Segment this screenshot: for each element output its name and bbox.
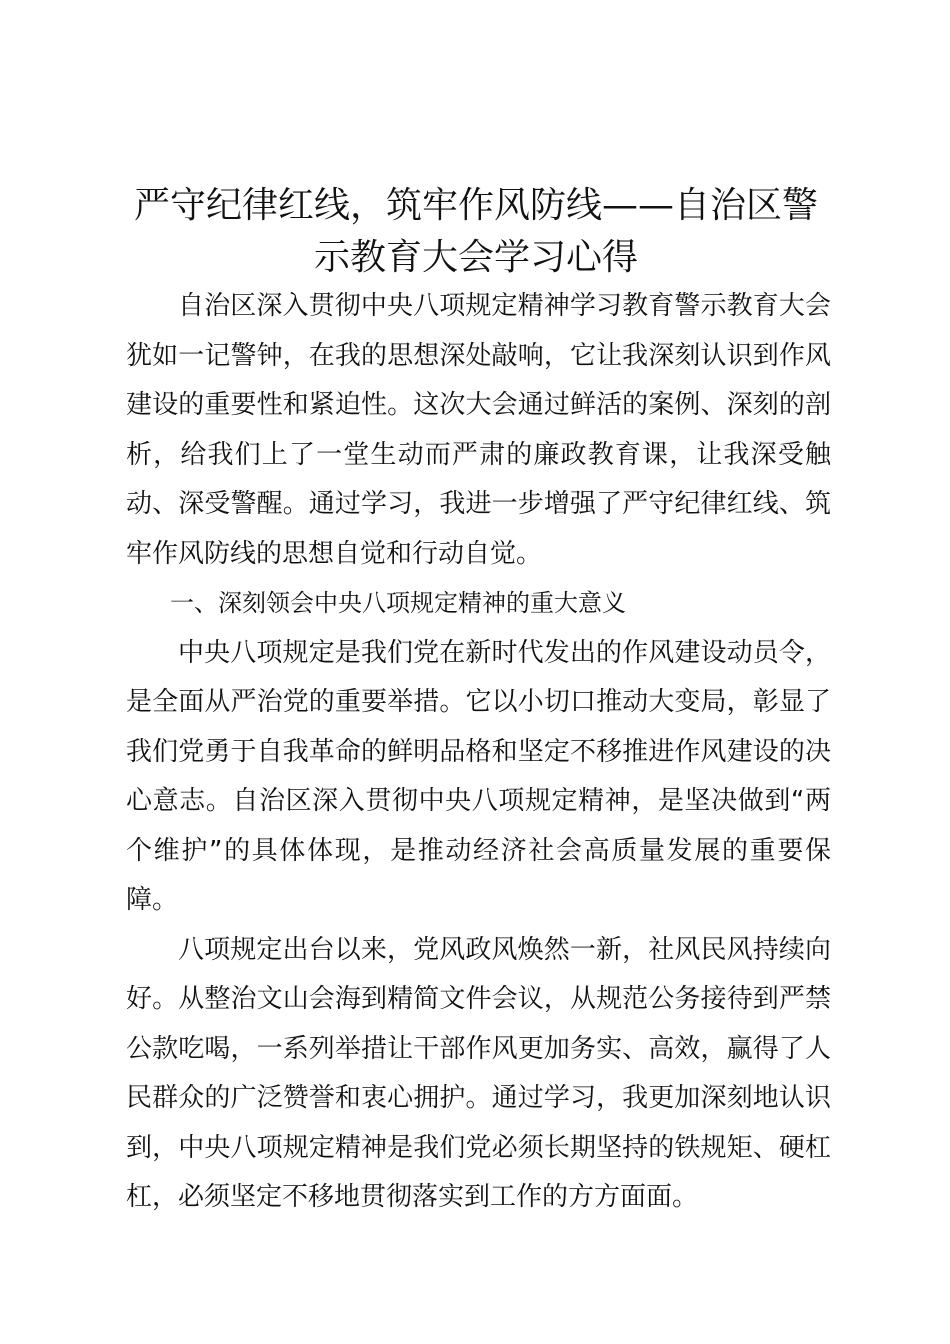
document-body xyxy=(126,282,831,1223)
section-heading-1: 一、深刻领会中央八项规定精神的重大意义 xyxy=(170,589,626,617)
title-line-2: 示教育大会学习心得 xyxy=(313,237,638,278)
paragraph-significance: 中央八项规定是我们党在新时代发出的作风建设动员令，是全面从严治党的重要举措。它以小切口推动大变局，彰显了我们党勇于自我革命的鲜明品格和坚定不移推进作风建设的决心意志。自治区深入贯彻中央八项规定精神，是坚决做到“两个维护”的具体体现，是推动经济社会高质量发展的重要保障。 xyxy=(126,637,831,915)
paragraph-achievements: 八项规定出台以来，党风政风焕然一新，社风民风持续向好。从整治文山会海到精简文件会议，从规范公务接待到严禁公款吃喝，一系列举措让干部作风更加务实、高效，赢得了人民群众的广泛赞誉和衷心拥护。通过学习，我更加深刻地认识到，中央八项规定精神是我们党必须长期坚持的铁规矩、硬杠杠，必须坚定不移地贯彻落实到工作的方方面面。 xyxy=(126,934,831,1212)
document-title xyxy=(126,180,826,284)
paragraph-intro: 自治区深入贯彻中央八项规定精神学习教育警示教育大会犹如一记警钟，在我的思想深处敲响，它让我深刻认识到作风建设的重要性和紧迫性。这次大会通过鲜活的案例、深刻的剖析，给我们上了一堂生动而严肃的廉政教育课，让我深受触动、深受警醒。通过学习，我进一步增强了严守纪律红线、筑牢作风防线的思想自觉和行动自觉。 xyxy=(126,291,831,569)
title-line-1: 严守纪律红线，筑牢作风防线——自治区警 xyxy=(133,185,818,226)
